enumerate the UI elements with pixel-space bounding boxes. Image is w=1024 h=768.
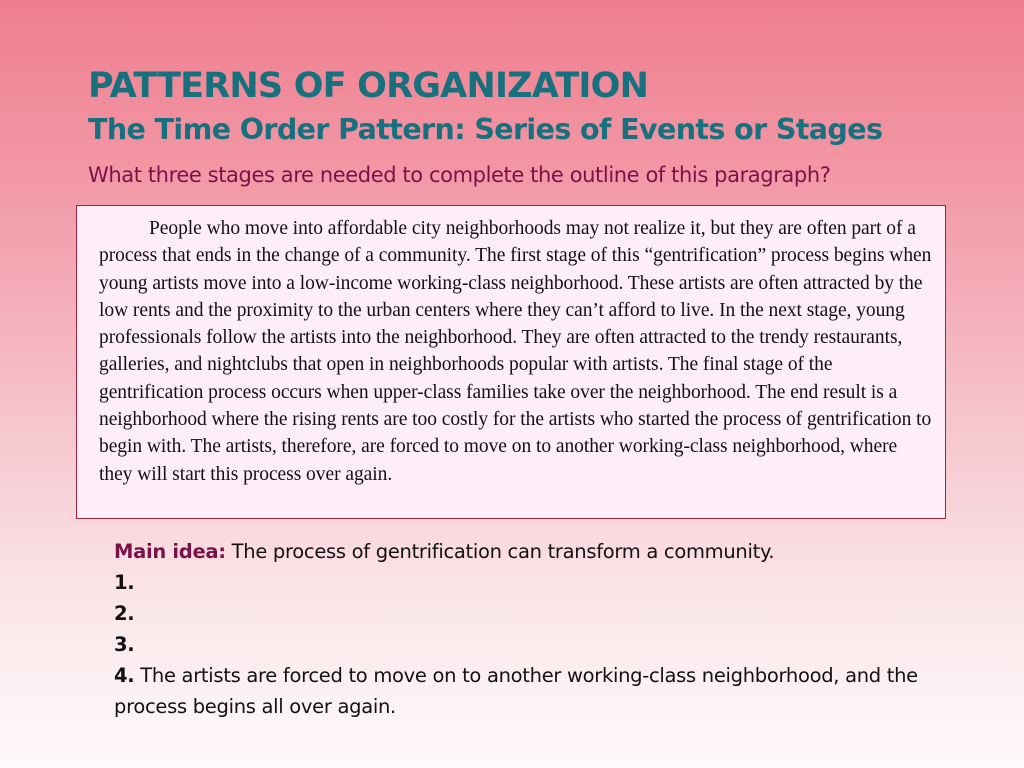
outline	[114, 536, 974, 722]
main-idea-label: Main idea:	[114, 540, 226, 563]
passage-box	[76, 205, 946, 519]
main-idea-line	[114, 536, 974, 567]
slide-title: PATTERNS OF ORGANIZATION	[88, 66, 649, 106]
slide-subtitle: The Time Order Pattern: Series of Events or Stages	[88, 113, 883, 146]
outline-item-4-number: 4.	[114, 664, 135, 687]
slide-question: What three stages are needed to complete the outline of this paragraph?	[88, 163, 831, 187]
outline-item-3	[114, 629, 974, 660]
outline-item-4-text: The artists are forced to move on to another working-class neighborhood, and the process begins all over again.	[114, 664, 918, 718]
outline-item-1-number: 1.	[114, 571, 135, 594]
outline-item-1	[114, 567, 974, 598]
main-idea-text: The process of gentrification can transform a community.	[225, 540, 775, 563]
passage-text: People who move into affordable city neighborhoods may not realize it, but they are often part of a process that ends in the change of a community. The first stage of this “gentrification” process begins when young artists move into a low-income working-class neighborhood. These artists are often attracted by the low rents and the proximity to the urban centers where they can’t afford to live. In the next stage, young professionals follow the artists into the neighborhood. They are often attracted to the trendy restaurants, galleries, and nightclubs that open in neighborhoods popular with artists. The final stage of the gentrification process occurs when upper-class families take over the neighborhood. The end result is a neighborhood where the rising rents are too costly for the artists who started the process of gentrification to begin with. The artists, therefore, are forced to move on to another working-class neighborhood, where they will start this process over again.	[99, 218, 932, 485]
outline-item-2	[114, 598, 974, 629]
outline-item-2-number: 2.	[114, 602, 135, 625]
outline-item-3-number: 3.	[114, 633, 135, 656]
outline-item-4	[114, 660, 974, 722]
